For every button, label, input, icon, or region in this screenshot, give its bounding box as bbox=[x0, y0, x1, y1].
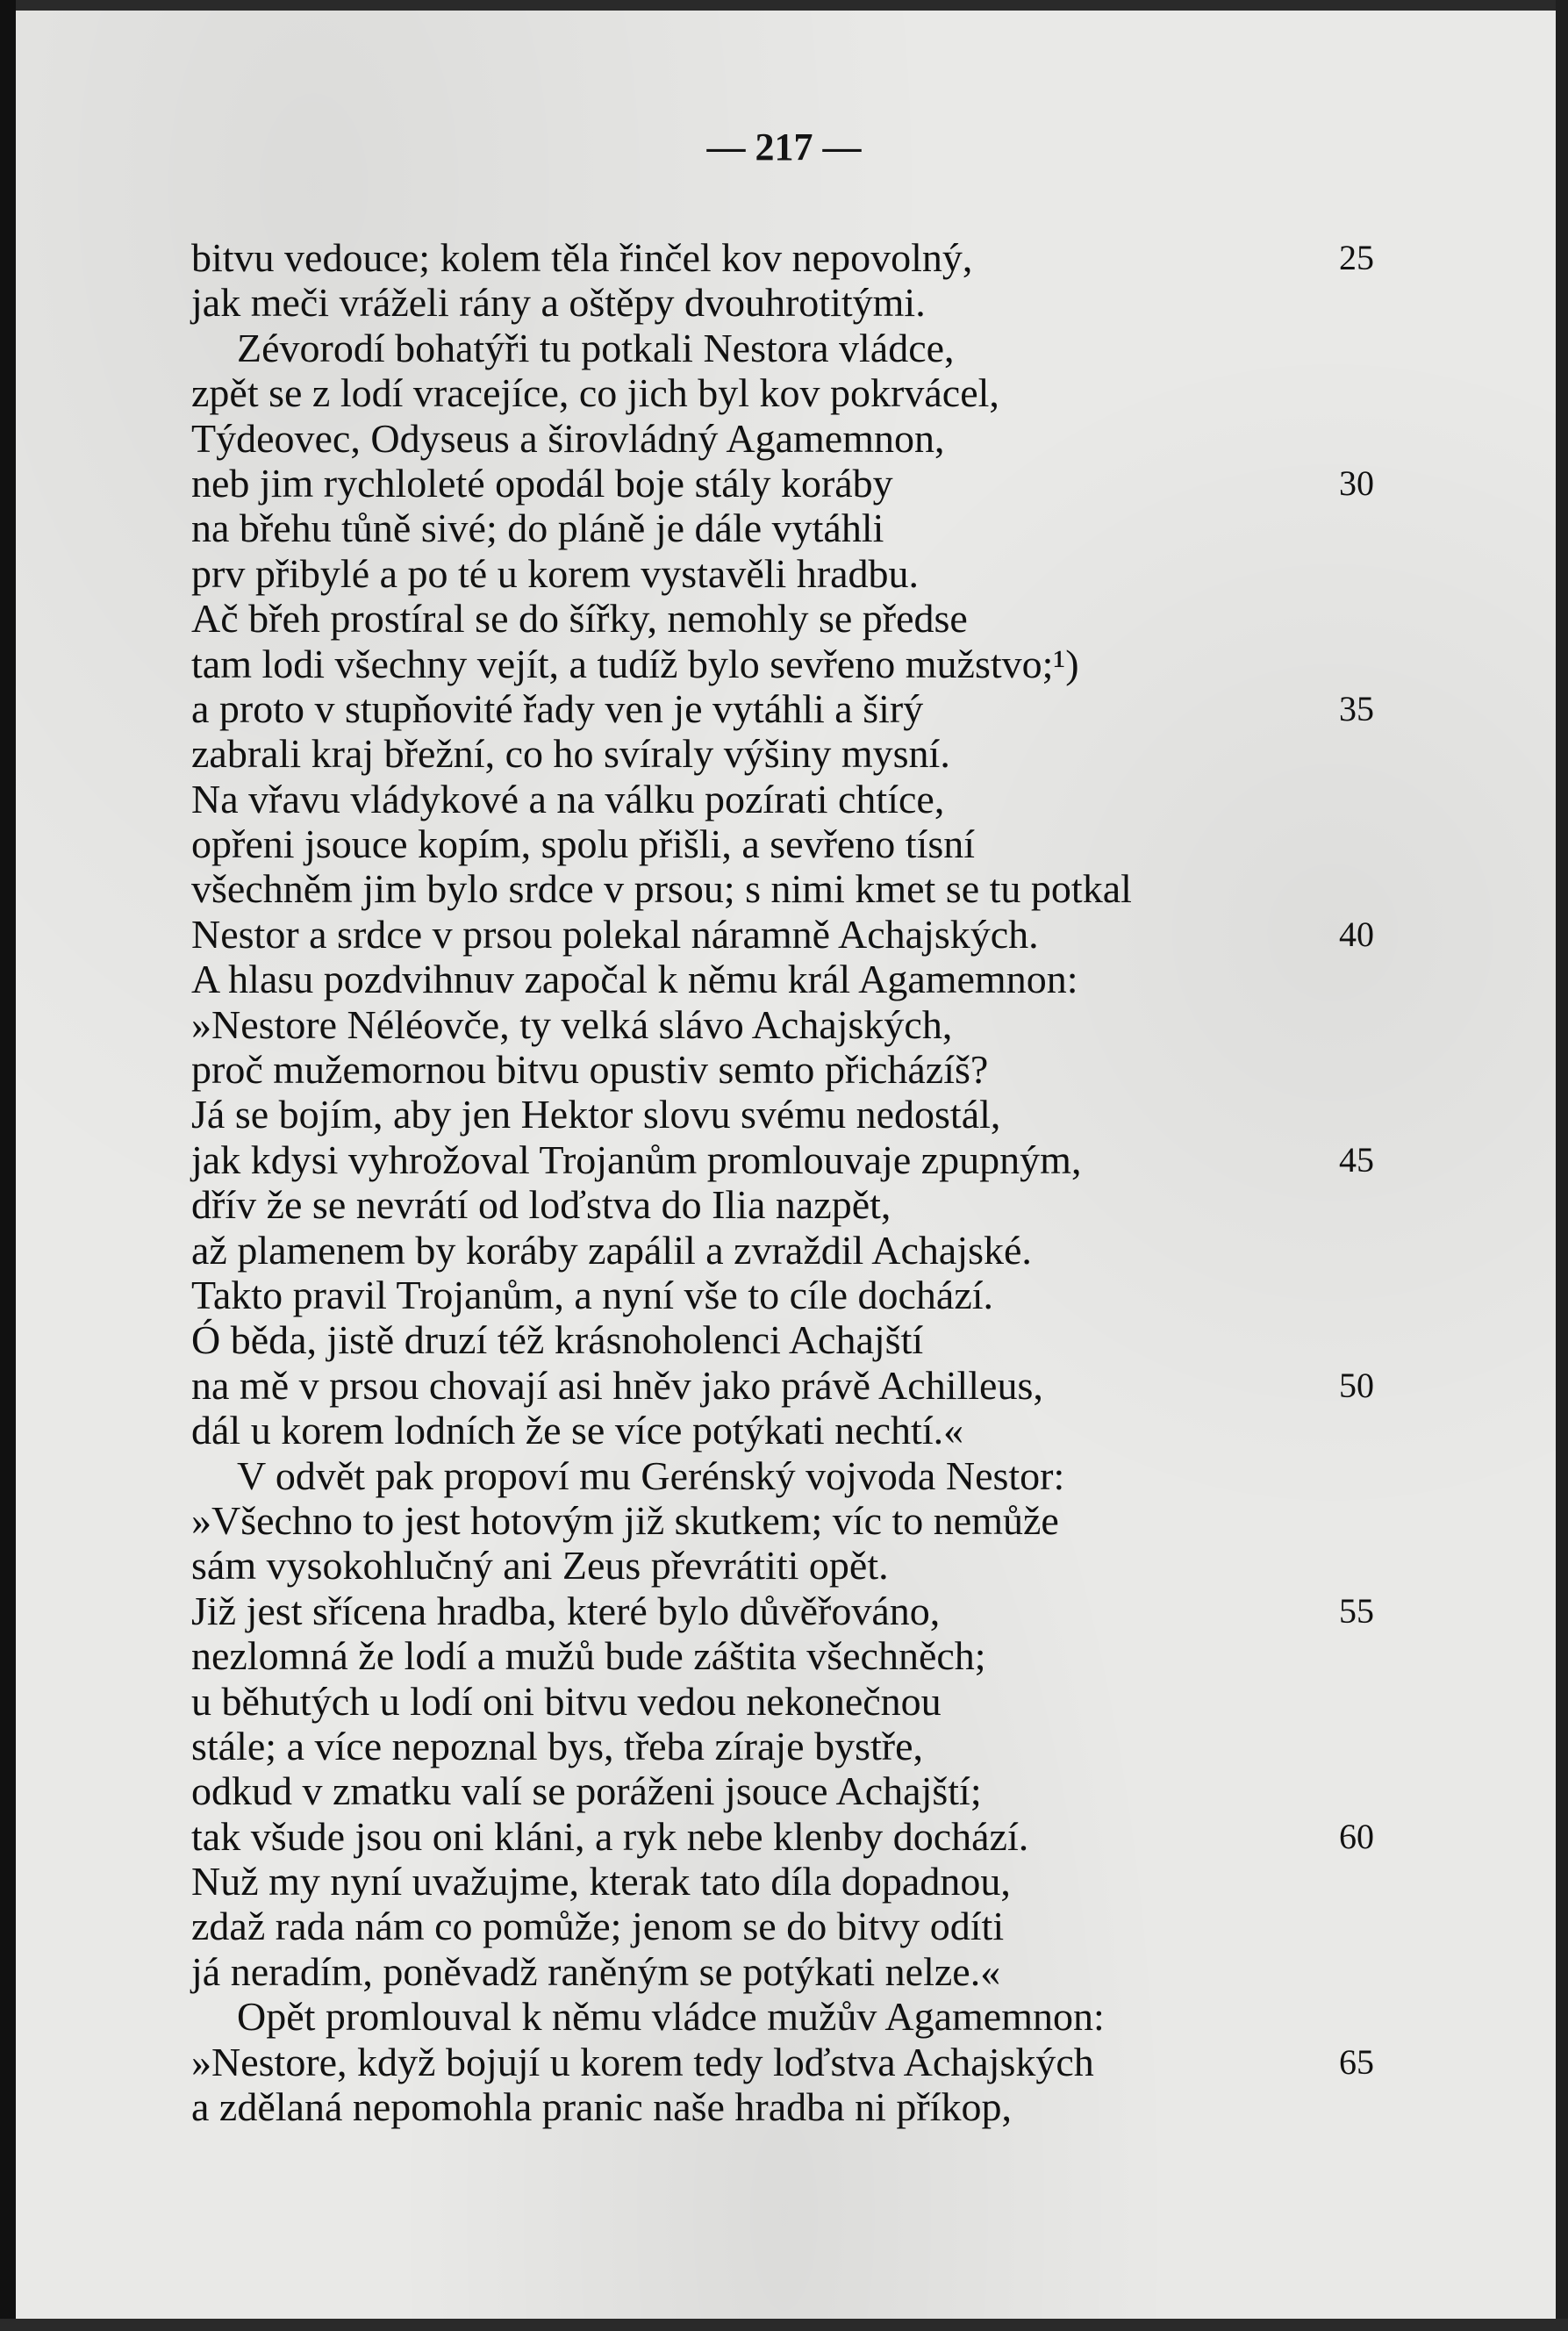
line-number: 55 bbox=[1339, 1590, 1374, 1631]
verse-line bbox=[191, 1814, 1455, 1859]
verse-line bbox=[191, 1228, 1455, 1273]
verse-text: a proto v stupňovité řady ven je vytáhli a širý bbox=[191, 685, 924, 731]
verse-text: Ač břeh prostíral se do šířky, nemohly se předse bbox=[191, 596, 968, 642]
verse-line bbox=[191, 1363, 1455, 1408]
verse-line bbox=[191, 1317, 1455, 1362]
verse-line bbox=[191, 1498, 1455, 1543]
verse-line bbox=[191, 642, 1455, 686]
verse-line bbox=[191, 551, 1455, 596]
verse-line bbox=[191, 1182, 1455, 1227]
verse-text: »Nestore, když bojují u korem tedy loďstva Achajských bbox=[191, 2039, 1094, 2084]
verse-text: opřeni jsouce kopím, spolu přišli, a sevřeno tísní bbox=[191, 821, 976, 867]
verse-line bbox=[191, 1047, 1455, 1092]
verse-line bbox=[191, 416, 1455, 461]
verse-text: Již jest sřícena hradba, které bylo důvěřováno, bbox=[191, 1588, 941, 1633]
verse-line bbox=[191, 777, 1455, 821]
verse-text: na mě v prsou chovají asi hněv jako právě Achilleus, bbox=[191, 1362, 1043, 1408]
verse-text: u běhutých u lodí oni bitvu vedou nekonečnou bbox=[191, 1678, 942, 1724]
verse-text: zdaž rada nám co pomůže; jenom se do bitvy odíti bbox=[191, 1904, 1005, 1949]
verse-text: odkud v zmatku valí se poráženi jsouce Achajští; bbox=[191, 1768, 982, 1814]
page-number: — 217 — bbox=[706, 126, 862, 169]
verse-line bbox=[191, 1453, 1455, 1498]
line-number: 25 bbox=[1339, 238, 1374, 277]
verse-line bbox=[191, 1679, 1455, 1724]
line-number: 65 bbox=[1339, 2041, 1374, 2082]
verse-text: Takto pravil Trojanům, a nyní vše to cíle dochází. bbox=[191, 1272, 994, 1317]
line-number: 35 bbox=[1339, 688, 1374, 728]
verse-line bbox=[191, 2084, 1455, 2129]
verse-line bbox=[191, 461, 1455, 506]
verse-line bbox=[191, 596, 1455, 641]
verse-text: neb jim rychloleté opodál boje stály koráby bbox=[191, 460, 893, 506]
verse-line bbox=[191, 2040, 1455, 2084]
verse-text: na břehu tůně sivé; do pláně je dále vytáhli bbox=[191, 506, 884, 551]
line-number: 60 bbox=[1339, 1816, 1374, 1856]
verse-text: nezlomná že lodí a mužů bude záštita všechněch; bbox=[191, 1633, 986, 1679]
line-number: 50 bbox=[1339, 1365, 1374, 1405]
verse-text: »Všechno to jest hotovým již skutkem; víc to nemůže bbox=[191, 1497, 1059, 1543]
verse-text: »Nestore Néléovče, ty velká slávo Achajských, bbox=[191, 1001, 953, 1047]
verse-text: bitvu vedouce; kolem těla řinčel kov nepovolný, bbox=[191, 235, 973, 280]
verse-line bbox=[191, 686, 1455, 731]
verse-line bbox=[191, 1002, 1455, 1047]
verse-text: proč mužemornou bitvu opustiv semto přicházíš? bbox=[191, 1047, 989, 1093]
scan-edge-left bbox=[0, 0, 16, 2331]
verse-line bbox=[191, 912, 1455, 957]
scan-edge-bottom bbox=[0, 2319, 1568, 2331]
verse-text: Nuž my nyní uvažujme, kterak tato díla dopadnou, bbox=[191, 1859, 1011, 1904]
verse-line bbox=[191, 1589, 1455, 1633]
verse-line bbox=[191, 1859, 1455, 1904]
verse-line bbox=[191, 957, 1455, 1001]
verse-line bbox=[191, 1273, 1455, 1317]
verse-line bbox=[191, 235, 1455, 280]
verse-line bbox=[191, 821, 1455, 866]
verse-line bbox=[191, 1904, 1455, 1948]
line-number: 40 bbox=[1339, 914, 1374, 954]
verse-line bbox=[191, 1949, 1455, 1994]
verse-text: Týdeovec, Odyseus a širovládný Agamemnon, bbox=[191, 415, 945, 461]
verse-text: Opět promlouval k němu vládce mužův Agamemnon: bbox=[237, 1994, 1105, 2040]
verse-line bbox=[191, 280, 1455, 325]
verse-text: Ó běda, jistě druzí též krásnoholenci Achajští bbox=[191, 1317, 924, 1363]
verse-text: A hlasu pozdvihnuv započal k němu král Agamemnon: bbox=[191, 957, 1078, 1002]
verse-text: až plamenem by koráby zapálil a zvraždil Achajské. bbox=[191, 1227, 1032, 1273]
verse-line bbox=[191, 370, 1455, 415]
verse-text: tak všude jsou oni kláni, a ryk nebe klenby dochází. bbox=[191, 1813, 1029, 1859]
verse-text: zabrali kraj břežní, co ho svíraly výšiny mysní. bbox=[191, 731, 950, 777]
verse-line bbox=[191, 1724, 1455, 1768]
verse-text: všechněm jim bylo srdce v prsou; s nimi kmet se tu potkal bbox=[191, 866, 1132, 912]
line-number: 30 bbox=[1339, 463, 1374, 503]
verse-line bbox=[191, 1633, 1455, 1678]
verse-line bbox=[191, 1408, 1455, 1452]
verse-line bbox=[191, 1768, 1455, 1813]
verse-line bbox=[191, 506, 1455, 550]
verse-line bbox=[191, 1543, 1455, 1588]
scan-edge-top bbox=[0, 0, 1568, 11]
verse-text: stále; a více nepoznal bys, třeba zíraje bystře, bbox=[191, 1723, 924, 1768]
verse-block bbox=[191, 235, 1455, 2129]
verse-text: zpět se z lodí vracejíce, co jich byl kov pokrvácel, bbox=[191, 370, 999, 416]
verse-text: tam lodi všechny vejít, a tudíž bylo sevřeno mužstvo;¹) bbox=[191, 641, 1079, 686]
verse-text: prv přibylé a po té u korem vystavěli hradbu. bbox=[191, 550, 920, 596]
scan-edge-right bbox=[1556, 0, 1568, 2331]
verse-line bbox=[191, 731, 1455, 776]
line-number: 45 bbox=[1339, 1139, 1374, 1180]
verse-text: dřív že se nevrátí od loďstva do Ilia nazpět, bbox=[191, 1182, 891, 1228]
verse-text: Nestor a srdce v prsou polekal náramně Achajských. bbox=[191, 911, 1039, 957]
verse-text: dál u korem lodních že se více potýkati nechtí.« bbox=[191, 1408, 964, 1453]
verse-text: jak meči vráželi rány a oštěpy dvouhrotitými. bbox=[191, 280, 926, 326]
verse-text: a zdělaná nepomohla pranic naše hradba ni příkop, bbox=[191, 2084, 1012, 2130]
verse-text: já neradím, poněvadž raněným se potýkati nelze.« bbox=[191, 1948, 1001, 1994]
verse-text: Já se bojím, aby jen Hektor slovu svému nedostál, bbox=[191, 1092, 1001, 1137]
verse-text: Zévorodí bohatýři tu potkali Nestora vládce, bbox=[237, 325, 955, 370]
verse-line bbox=[191, 326, 1455, 370]
verse-line bbox=[191, 1137, 1455, 1182]
verse-line bbox=[191, 1092, 1455, 1137]
verse-text: jak kdysi vyhrožoval Trojanům promlouvaje zpupným, bbox=[191, 1137, 1082, 1182]
verse-line bbox=[191, 1994, 1455, 2039]
verse-text: Na vřavu vládykové a na válku pozírati chtíce, bbox=[191, 776, 945, 821]
verse-text: sám vysokohlučný ani Zeus převrátiti opět. bbox=[191, 1543, 889, 1589]
verse-text: V odvět pak propoví mu Gerénský vojvoda Nestor: bbox=[237, 1452, 1065, 1498]
verse-line bbox=[191, 866, 1455, 911]
